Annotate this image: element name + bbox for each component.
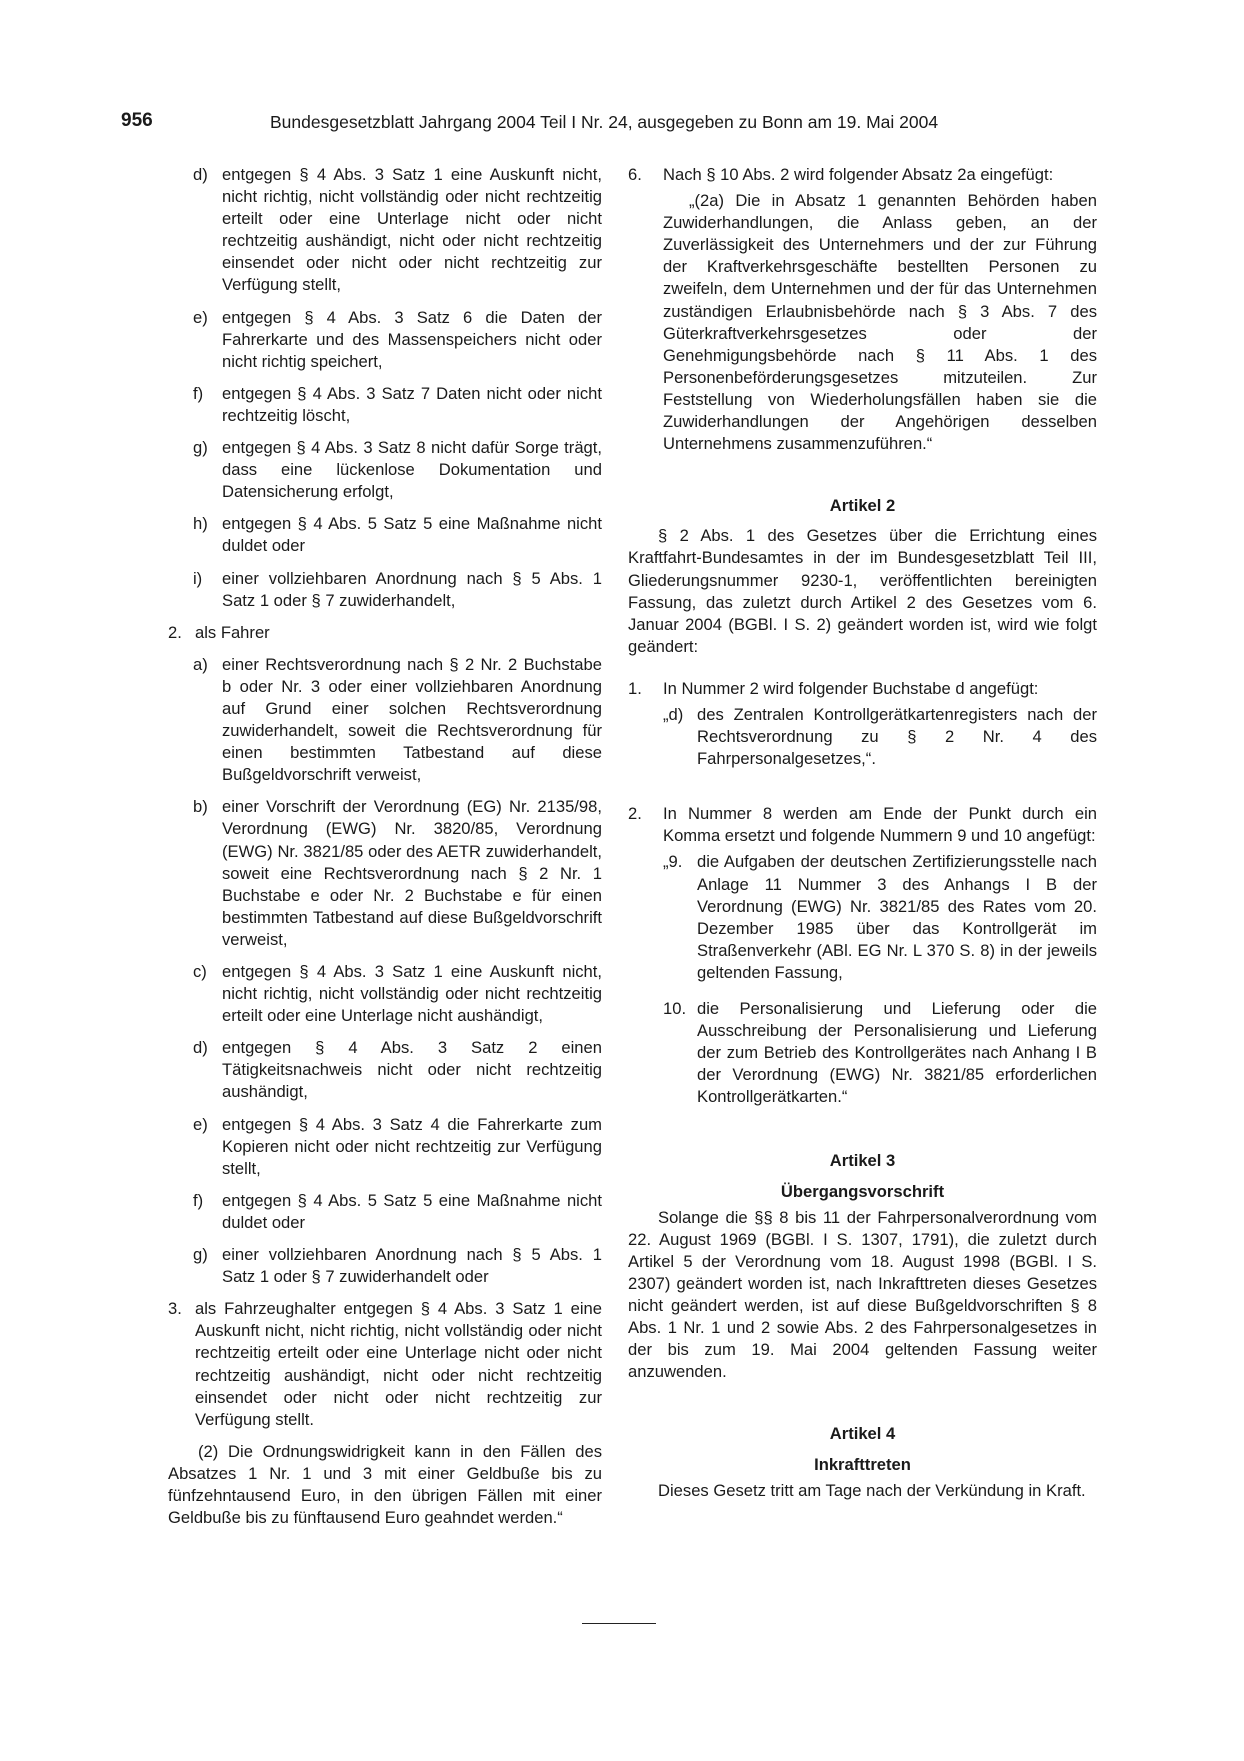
list-item: e) entgegen § 4 Abs. 3 Satz 6 die Daten der Fahrerkarte und des Massenspeichers nicht oder nicht richtig speichert,: [193, 307, 602, 371]
article-4-subheading: Inkrafttreten: [814, 1454, 911, 1474]
list-item: „d) des Zentralen Kontrollgerätkartenregisters nach der Rechtsverordnung zu § 2 Nr. 4 des Fahrpersonalgesetzes,“.: [663, 704, 1097, 769]
quote-absatz-2a: „(2a) Die in Absatz 1 genannten Behörden haben Zuwiderhandlungen, die Anlass geben, an der Zuverlässigkeit des Unternehmers und der zur Führung der Kraftverkehrsgeschäfte bestellten Personen zu zweifeln, dem Unternehmen und der für das Unternehmen zuständigen Erlaubnisbehörde nach § 3 Abs. 7 des Güterkraftverkehrsgesetzes oder der Genehmigungsbehörde nach § 11 Abs. 1 des Personenbeförderungsgesetzes mitzuteilen. Zur Feststellung von Wiederholungsfällen haben sie die Zuwiderhandlungen der Angehörigen desselben Unternehmens zusammenzuführen.“: [663, 191, 1097, 454]
running-header: Bundesgesetzblatt Jahrgang 2004 Teil I Nr. 24, ausgegeben zu Bonn am 19. Mai 2004: [270, 112, 939, 132]
list-item-6: 6. Nach § 10 Abs. 2 wird folgender Absatz 2a eingefügt:: [628, 165, 1054, 184]
article-2-heading: Artikel 2: [829, 496, 896, 516]
article-2-body: § 2 Abs. 1 des Gesetzes über die Errichtung eines Kraftfahrt-Bundesamtes in der im Bundesgesetzblatt Teil III, Gliederungsnummer 9230-1, veröffentlichten bereinigten Fassung, das zuletzt durch Artikel 2 des Gesetzes vom 6. Januar 2004 (BGBl. I S. 2) geändert worden ist, wird wie folgt geändert:: [628, 526, 1097, 656]
list-item: d) entgegen § 4 Abs. 3 Satz 2 einen Tätigkeitsnachweis nicht oder nicht rechtzeitig aushändigt,: [193, 1038, 602, 1102]
page-number: 956: [121, 110, 153, 131]
list-item-3: 3. als Fahrzeughalter entgegen § 4 Abs. 3 Satz 1 eine Auskunft nicht, nicht richtig, nicht vollständig oder nicht rechtzeitig erteilt oder eine Unterlage nicht oder nicht rechtzeitig aushändigt, nicht oder nicht rechtzeitig einsendet oder nicht oder nicht rechtzeitig zur Verfügung stellt.: [168, 1299, 602, 1429]
list-item: e) entgegen § 4 Abs. 3 Satz 4 die Fahrerkarte zum Kopieren nicht oder nicht rechtzeitig zur Verfügung stellt,: [193, 1114, 602, 1178]
right-column: [628, 164, 1097, 1502]
article-3-subheading: Übergangsvorschrift: [780, 1181, 945, 1201]
list-item: h) entgegen § 4 Abs. 5 Satz 5 eine Maßnahme nicht duldet oder: [193, 514, 602, 556]
left-column: [168, 164, 602, 1529]
paragraph-2: (2) Die Ordnungswidrigkeit kann in den Fällen des Absatzes 1 Nr. 1 und 3 mit einer Geldbuße bis zu fünfzehntausend Euro, in den übrigen Fällen mit einer Geldbuße bis zu fünftausend Euro geahndet werden.“: [168, 1441, 602, 1528]
list-item: 10. die Personalisierung und Lieferung oder die Ausschreibung der Personalisierung und Lieferung der zum Betrieb des Kontrollgerätes nach Anhang I B der Verordnung (EWG) Nr. 3821/85 erforderlichen Kontrollgerätkarten.“: [663, 999, 1097, 1107]
list-item: a) einer Rechtsverordnung nach § 2 Nr. 2 Buchstabe b oder Nr. 3 oder einer vollziehbaren Anordnung auf Grund einer solchen Rechtsverordnung zuwiderhandelt, soweit die Rechtsverordnung für einen bestimmten Tatbestand auf diese Bußgeldvorschrift verweist,: [193, 654, 602, 785]
sublist-2: [168, 654, 602, 1288]
list-item: f) entgegen § 4 Abs. 3 Satz 7 Daten nicht oder nicht rechtzeitig löscht,: [193, 383, 602, 425]
list-item: „9. die Aufgaben der deutschen Zertifizierungsstelle nach Anlage 11 Nummer 3 des Anhangs I B der Verordnung (EWG) Nr. 3821/85 des Rates vom 20. Dezember 1985 über das Kontrollgerät im Straßenverkehr (ABl. EG Nr. L 370 S. 8) in der jeweils geltenden Fassung,: [663, 852, 1097, 982]
list-item: i) einer vollziehbaren Anordnung nach § 5 Abs. 1 Satz 1 oder § 7 zuwiderhandelt,: [193, 568, 602, 610]
article-4-heading: Artikel 4: [829, 1424, 896, 1444]
article-4-body: Dieses Gesetz tritt am Tage nach der Verkündung in Kraft.: [658, 1480, 1086, 1500]
list-item: 2. In Nummer 8 werden am Ende der Punkt durch ein Komma ersetzt und folgende Nummern 9 und 10 angefügt:: [628, 804, 1097, 846]
list-item: g) einer vollziehbaren Anordnung nach § 5 Abs. 1 Satz 1 oder § 7 zuwiderhandelt oder: [193, 1245, 602, 1287]
article-3-body: Solange die §§ 8 bis 11 der Fahrpersonalverordnung vom 22. August 1969 (BGBl. I S. 1307, 1791), die zuletzt durch Artikel 5 der Verordnung vom 18. August 1998 (BGBl. I S. 2307) geändert worden ist, nach Inkrafttreten dieses Gesetzes nicht geändert werden, ist auf diese Bußgeldvorschriften § 8 Abs. 1 Nr. 1 und 2 sowie Abs. 2 des Fahrpersonalgesetzes in der bis zum 19. Mai 2004 geltenden Fassung weiter anzuwenden.: [628, 1207, 1097, 1382]
list-item: d) entgegen § 4 Abs. 3 Satz 1 eine Auskunft nicht, nicht richtig, nicht vollständig oder nicht rechtzeitig erteilt oder eine Unterlage nicht oder nicht rechtzeitig aushändigt, nicht oder nicht rechtzeitig einsendet oder nicht oder nicht rechtzeitig zur Verfügung stellt,: [193, 165, 602, 295]
end-rule: [582, 1623, 656, 1624]
list-item: b) einer Vorschrift der Verordnung (EG) Nr. 2135/98, Verordnung (EWG) Nr. 3820/85, Verordnung (EWG) Nr. 3821/85 oder des AETR zuwiderhandelt, soweit eine Rechtsverordnung nach § 2 Nr. 1 Buchstabe e oder Nr. 2 Buchstabe e für einen bestimmten Tatbestand auf diese Bußgeldvorschrift verweist,: [193, 797, 602, 949]
list-item: c) entgegen § 4 Abs. 3 Satz 1 eine Auskunft nicht, nicht richtig, nicht vollständig oder nicht rechtzeitig erteilt oder eine Unterlage nicht aushändigt,: [193, 962, 602, 1026]
article-3-heading: Artikel 3: [829, 1151, 896, 1171]
list-item: 1. In Nummer 2 wird folgender Buchstabe d angefügt:: [628, 678, 1039, 698]
list-item: g) entgegen § 4 Abs. 3 Satz 8 nicht dafür Sorge trägt, dass eine lückenlose Dokumentation und Datensicherung erfolgt,: [193, 438, 602, 502]
list-item: f) entgegen § 4 Abs. 5 Satz 5 eine Maßnahme nicht duldet oder: [193, 1190, 602, 1232]
list-item-2: 2. als Fahrer: [168, 622, 270, 642]
